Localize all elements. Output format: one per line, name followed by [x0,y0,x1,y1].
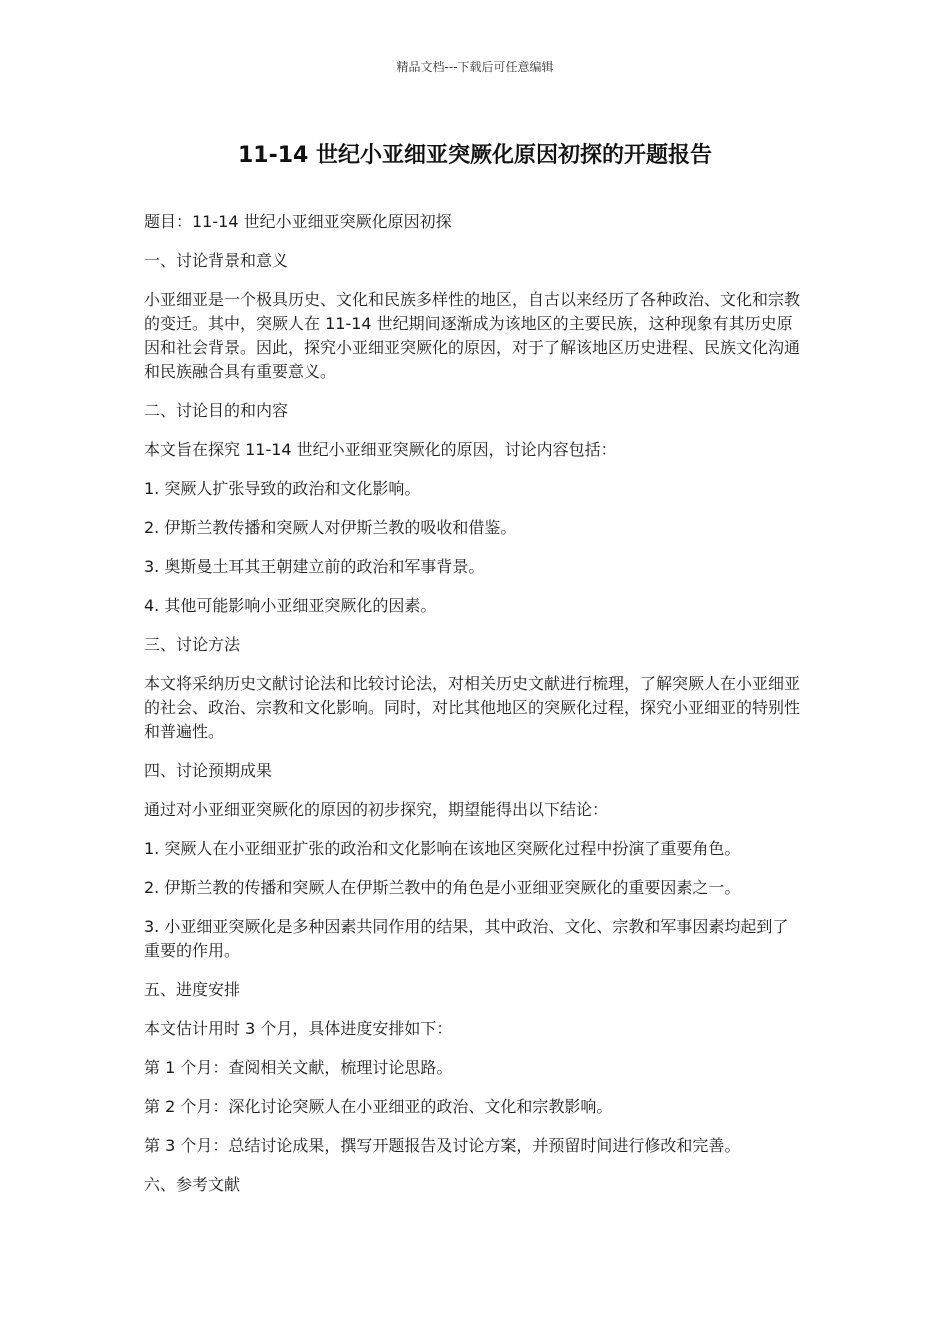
document-body [144,210,804,1212]
section-intro-schedule: 本文估计用时 3 个月，具体进度安排如下： [144,1019,453,1038]
section-intro-expected-results: 通过对小亚细亚突厥化的原因的初步探究，期望能得出以下结论： [144,800,609,819]
section-heading-schedule: 五、进度安排 [144,980,241,999]
list-item: 2. 伊斯兰教的传播和突厥人在伊斯兰教中的角色是小亚细亚突厥化的重要因素之一。 [144,878,741,897]
section-text-method: 本文将采纳历史文献讨论法和比较讨论法，对相关历史文献进行梳理，了解突厥人在小亚细亚的社会、政治、宗教和文化影响。同时，对比其他地区的突厥化过程，探究小亚细亚的特别性和普遍性。 [144,674,801,741]
list-item: 1. 突厥人扩张导致的政治和文化影响。 [144,479,421,498]
schedule-item: 第 2 个月：深化讨论突厥人在小亚细亚的政治、文化和宗教影响。 [144,1097,613,1116]
document-title: 11-14 世纪小亚细亚突厥化原因初探的开题报告 [237,143,713,168]
list-item: 3. 奥斯曼土耳其王朝建立前的政治和军事背景。 [144,557,485,576]
page-header: 精品文档---下载后可任意编辑 [396,60,554,74]
schedule-item: 第 3 个月：总结讨论成果，撰写开题报告及讨论方案，并预留时间进行修改和完善。 [144,1136,741,1155]
section-heading-background: 一、讨论背景和意义 [144,251,289,270]
section-heading-references: 六、参考文献 [144,1175,241,1194]
section-text-background: 小亚细亚是一个极具历史、文化和民族多样性的地区，自古以来经历了各种政治、文化和宗教的变迁。其中，突厥人在 11-14 世纪期间逐渐成为该地区的主要民族，这种现象有其历史原因和社会背景。因此，探究小亚细亚突厥化的原因，对于了解该地区历史进程、民族文化沟通和民族融合具有重要意义。 [144,290,801,381]
list-item: 2. 伊斯兰教传播和突厥人对伊斯兰教的吸收和借鉴。 [144,518,517,537]
topic-line: 题目：11-14 世纪小亚细亚突厥化原因初探 [144,212,452,231]
list-item: 3. 小亚细亚突厥化是多种因素共同作用的结果，其中政治、文化、宗教和军事因素均起到了重要的作用。 [144,917,789,960]
list-item: 1. 突厥人在小亚细亚扩张的政治和文化影响在该地区突厥化过程中扮演了重要角色。 [144,839,741,858]
section-intro-purpose: 本文旨在探究 11-14 世纪小亚细亚突厥化的原因，讨论内容包括： [144,440,617,459]
section-heading-method: 三、讨论方法 [144,635,241,654]
schedule-item: 第 1 个月：查阅相关文献，梳理讨论思路。 [144,1058,453,1077]
section-heading-expected-results: 四、讨论预期成果 [144,761,273,780]
section-heading-purpose: 二、讨论目的和内容 [144,401,289,420]
list-item: 4. 其他可能影响小亚细亚突厥化的因素。 [144,596,437,615]
